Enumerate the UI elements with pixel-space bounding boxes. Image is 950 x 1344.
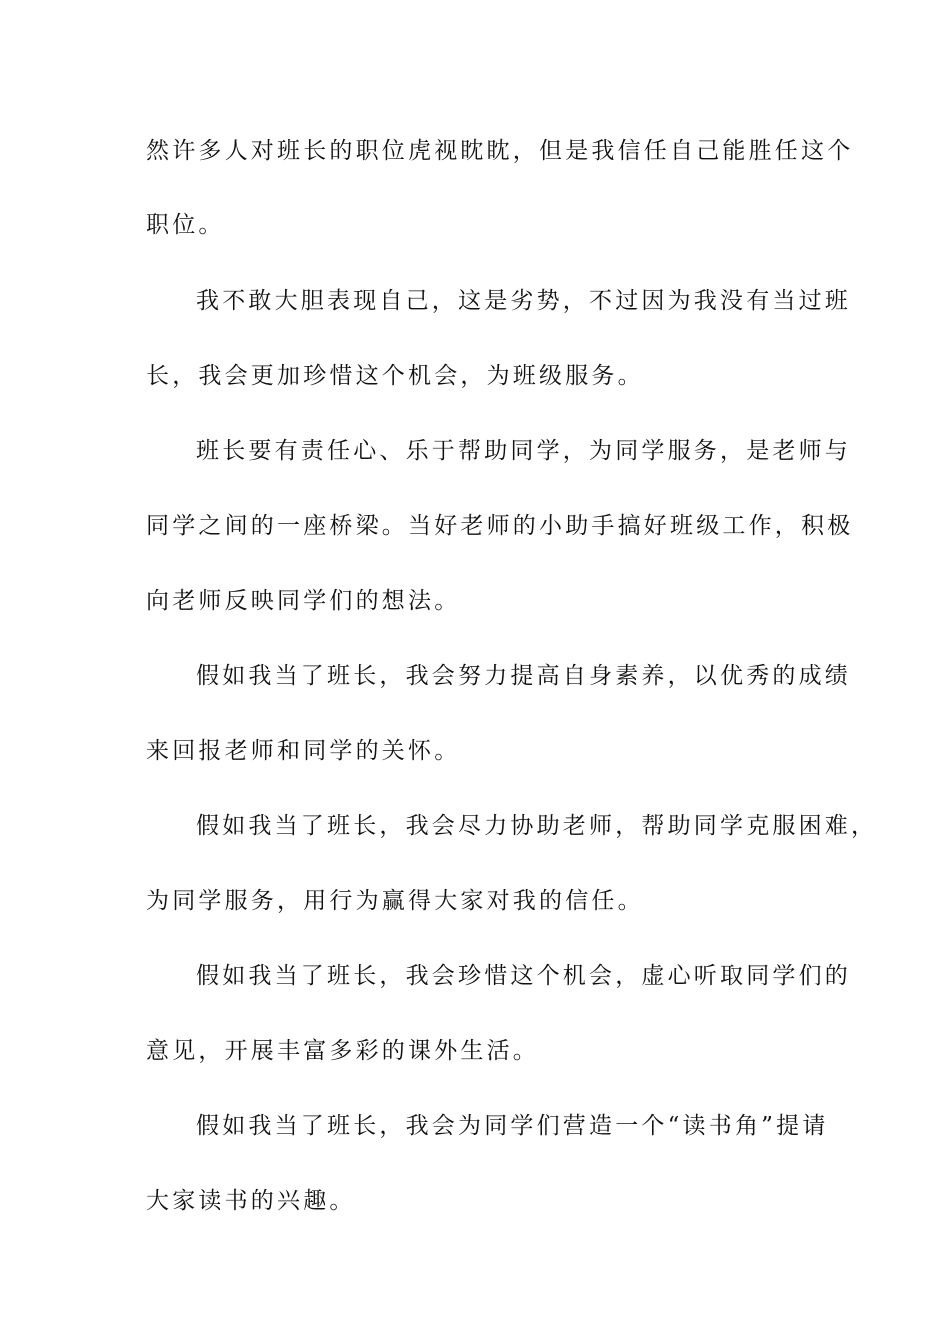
text-line: 向老师反映同学们的想法。: [146, 588, 461, 614]
paragraph-first-line: 假如我当了班长，我会尽力协助老师，帮助同学克服困难，: [196, 813, 878, 839]
text-line: 然许多人对班长的职位虎视眈眈，但是我信任自己能胜任这个: [146, 138, 854, 164]
paragraph-first-line: 假如我当了班长，我会珍惜这个机会，虚心听取同学们的: [196, 963, 851, 989]
paragraph-first-line: 假如我当了班长，我会努力提高自身素养，以优秀的成绩: [196, 663, 851, 689]
text-line: 意见，开展丰富多彩的课外生活。: [146, 1038, 539, 1064]
paragraph-first-line: 班长要有责任心、乐于帮助同学，为同学服务，是老师与: [196, 438, 851, 464]
text-line: 大家读书的兴趣。: [146, 1188, 356, 1214]
text-line: 长，我会更加珍惜这个机会，为班级服务。: [146, 363, 644, 389]
paragraph-first-line: 假如我当了班长，我会为同学们营造一个“读书角”提请: [196, 1113, 829, 1139]
text-line: 同学之间的一座桥梁。当好老师的小助手搞好班级工作，积极: [146, 513, 854, 539]
text-line: 职位。: [146, 212, 225, 238]
paragraph-first-line: 我不敢大胆表现自己，这是劣势，不过因为我没有当过班: [196, 288, 851, 314]
text-line: 来回报老师和同学的关怀。: [146, 738, 461, 764]
text-line: 为同学服务，用行为赢得大家对我的信任。: [146, 888, 644, 914]
